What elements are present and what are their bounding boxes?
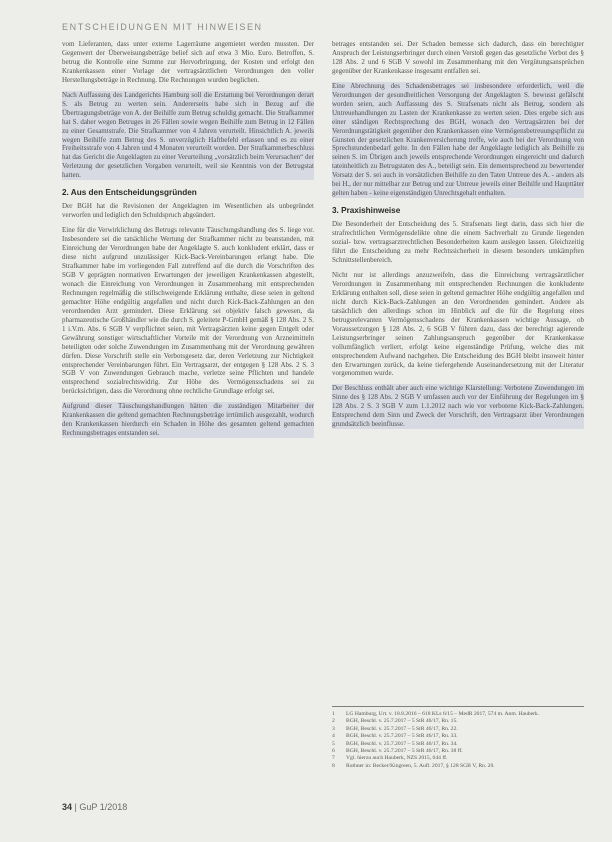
footer-separator: |: [74, 802, 77, 812]
right-column: [332, 40, 584, 435]
right-paragraph-1: betrages entstanden sei. Der Schaden bemesse sich dadurch, dass ein berechtigter Anspruch der Leistungserbringer durch einen Verstoß gegen das gesetzliche Verbot des § 128 Abs. 2 und 6 SGB V sowohl im Zusammenhang mit den Vergütungsansprüchen gegenüber der Krankenkasse insgesamt entfallen sei.: [332, 40, 584, 75]
footnote-text: LG Hamburg, Urt. v. 18.8.2016 – 618 KLs 6/15 – MedR 2017, 574 m. Anm. Hauberk.: [346, 711, 540, 717]
footnote-number: 6: [332, 748, 335, 755]
right-paragraph-3: Die Besonderheit der Entscheidung des 5. Strafsenats liegt darin, dass sich hier die strafrechtlichen Vermögensdelikte ohne die einem Sachverhalt zu Grunde liegenden sozial- bzw. vertragsarztrechtlichen Besonderheiten kaum auslegen lassen. Gleichzeitig führt die Entscheidung zu mehr Rechtssicherheit in diesem besonders umkämpften Schnittstellenbereich.: [332, 220, 584, 265]
footnote-text: BGH, Beschl. v. 25.7.2017 – 5 StR 46/17, Rn. 38 ff.: [346, 748, 463, 755]
footnote: [332, 726, 584, 733]
footnote-number: 4: [332, 733, 335, 740]
left-paragraph-4: Eine für die Verwirklichung des Betrugs relevante Täuschungshandlung des S. liege vor. Insbesondere sei die tatsächliche Wertung der Strafkammer nicht zu beanstanden, mit Einreichung der Verordnungen habe der Angeklagte S. auch konkludent erklärt, dass er diese nicht aufgrund unzulässiger Kick-Back-Vereinbarungen erlangt habe. Die Strafkammer habe im vorliegenden Fall zutreffend auf die durch die Vorschriften des SGB V geprägten normativen Erwartungen der jeweiligen Krankenkassen abgestellt, wonach die Einreichung von Verordnungen in Zusammenhang mit entsprechenden Rechnungen regelmäßig die stillschweigende Erklärung enthalte, diese seien in geltend gemachter Höhe endgültig angefallen und nicht durch Kick-Back-Zahlungen an den verordnenden Arzt gemindert. Diese Erklärung sei objektiv falsch gewesen, da pharmazeutische Großhändler wie die durch S. geleitete P-GmbH gemäß § 128 Abs. 2 S. 1 i.V.m. Abs. 6 SGB V verpflichtet seien, mit Vertragsärzten keine gegen Entgelt oder Gewährung sonstiger wirtschaftlicher Vorteile mit der Verordnung von Arzneimitteln beteiligten oder solche Zuwendungen im Zusammenhang mit der Verordnung gewähren dürfen. Diese Vorschrift stelle ein Verbotsgesetz dar, deren Verletzung zur Nichtigkeit entsprechender Vereinbarungen führt. Ein Vertragsarzt, der entgegen § 128 Abs. 2 S. 3 SGB V von Zuwendungen Gebrauch mache, verletze seine Pflichten und handele entsprechend sozialrechtswidrig. Zur Höhe des Vermögensschadens sei zu berücksichtigen, dass die Verordnung ohne rechtliche Grundlage erfolgt sei.: [62, 226, 314, 396]
left-column: [62, 40, 314, 444]
footnote-text: BGH, Beschl. v. 25.7.2017 – 5 StR 46/17, Rn. 22.: [346, 725, 458, 732]
left-paragraph-3: Der BGH hat die Revisionen der Angeklagten im Wesentlichen als unbegründet verworfen und lediglich den Schuldspruch abgeändert.: [62, 202, 314, 220]
footnote-text: Vgl. hierzu auch Hauberk, NZS 2015, 644 ff.: [346, 755, 448, 762]
footnote: [332, 711, 584, 718]
footnote: [332, 748, 584, 755]
footnote: [332, 741, 584, 748]
footnote-number: 5: [332, 740, 335, 747]
footnote: [332, 755, 584, 762]
footnote: [332, 718, 584, 725]
left-paragraph-2: Nach Auffassung des Landgerichts Hamburg soll die Erstattung bei Verordnungen derart S. als Betrug zu werten sein. Andererseits habe sich in Bezug auf die Übertragungsbeträge von A. der Beihilfe zum Betrug schuldig gemacht. Die Strafkammer hat S. daher wegen Betruges in 26 Fällen sowie wegen Beihilfe zum Betrug in 12 Fällen zu einer Gesamtstrafe. Die Strafkammer von 4 Jahren verurteilt. Hinsichtlich A. jeweils wegen Beihilfe zum Betrug des S. unverzüglich Haftbefehl erlassen und es zu einer Freiheitsstrafe von 4 Jahren und 4 Monaten verurteilt worden. Der Strafkammerbeschluss hat das Gericht die Angeklagten zu einer Verurteilung „vorsätzlich beim Verursachen“ der Verletzung der gesetzlichen Vorgaben verurteilt, weil sie Kenntnis von der Betrugstat hatten.: [62, 90, 314, 180]
footnote-number: 7: [332, 755, 335, 762]
page-footer: [62, 802, 127, 812]
footnote: [332, 763, 584, 770]
left-paragraph-5: Aufgrund dieser Täuschungshandlungen hätten die zuständigen Mitarbeiter der Krankenkassen die geltend gemachten Rechnungsbeträge irrtümlich ausgezahlt, wodurch den Krankenkassen hierdurch ein Schaden in Höhe des gesamten geltend gemachten Rechnungsbetrages entstanden sei.: [62, 402, 314, 438]
footnote-text: Ruthner in: Becker/Kingreen, 5. Aufl. 2017, § 128 SGB V, Rn. 20.: [346, 762, 495, 769]
footnote-text: BGH, Beschl. v. 25.7.2017 – 5 StR 46/17, Rn. 15.: [346, 718, 458, 725]
page-number: 34: [62, 802, 73, 812]
right-paragraph-2: Eine Abrechnung des Schadensbetrages sei insbesondere erforderlich, weil die Verordnungen der gesundheitlichen Versorgung der Angeklagten S. bewusst gefälscht worden seien, auch Auffassung des S. Strafsenats nicht als Betrug, sondern als Untreuehandlungen zu Lasten der Krankenkasse zu werten seien. Dies ergebe sich aus einer ständigen Rechtsprechung des BGH, wonach den Vertragsärzten bei der Verordnungstätigkeit gegenüber den Krankenkassen eine Vermögensbetreuungspflicht zu Gunsten der gesetzlichen Krankenversicherung treffe, wie auch bei der Verordnung von Sprechstundenbedarf gelte. In den Fällen habe der Angeklagte lediglich als Beihilfe zu seinen S. im Übrigen auch jeweils entsprechende Verordnungen eingereicht und dadurch tateinheitlich zu Betrugstaten des A., beteiligt sein. Ein dementsprechend zu bewertender Vorsatz der S. sei auch in vorsätzlichen Beihilfe zu den Taten Untreue des A. - anders als bei H., der nur mittelbar zur Betrug und zur Untreue jeweils einer Beihilfe und Haupttäter gelten haben - keine eigenständigen Unrechtsgehalt enthalten.: [332, 81, 584, 198]
running-head: ENTSCHEIDUNGEN MIT HINWEISEN: [62, 22, 263, 32]
footnotes: [332, 706, 584, 770]
footnote: [332, 733, 584, 740]
left-paragraph-1: vom Lieferanten, dass unter externe Lagerräume angemietet werden mussten. Der Gegenwert der Überweisungsbeträge belief sich auf etwa 3 Mio. Euro. Betroffen, S. betrug die Kontrolle eine Summe zur Hervorbringung, der Kosten und erfolgt den Krankenkassen einer Vorlage der vertragsärztlichen Verordnungen den voller Herstellungsbeträge in Rechnung. Die Rechnungen wurden beglichen.: [62, 40, 314, 84]
section-heading-3: 3. Praxishinweise: [332, 206, 401, 216]
footnote-number: 1: [332, 711, 335, 717]
right-paragraph-5: Der Beschluss enthält aber auch eine wichtige Klarstellung: Verbotene Zuwendungen im Sinne des § 128 Abs. 2 SGB V umfassen auch vor der Einführung der Regelungen im § 128 Abs. 2 S. 3 SGB V zum 1.1.2012 nach wie vor verbotene Kick-Back-Zahlungen. Entsprechend dem Sinn und Zweck der Vorschrift, den Vertragsarzt über Verordnungen grundsätzlich beeinflusse.: [332, 384, 584, 429]
journal-issue: GuP 1/2018: [79, 802, 128, 812]
footnote-number: 2: [332, 718, 335, 725]
right-paragraph-4: Nicht nur ist allerdings anzuzweifeln, dass die Einreichung vertragsärztlicher Verordnungen in Zusammenhang mit entsprechenden Rechnungen die konkludente Erklärung enthalten soll, diese seien in geltend gemachter Höhe endgültig angefallen und nicht durch Kick-Back-Zahlungen an den Verordnenden gemindert. Andere als tatsächlich den allerdings schon im Hinblick auf die für die Regelung eines betrugsrelevanten Vermögensschadens der Krankenkassen wichtige Aussage, ob Voraussetzungen § 128 Abs. 2, 6 SGB V führen dazu, dass der berechtigt agierende Leistungserbringer seinen Zahlungsanspruch gegenüber der Krankenkasse vollumfänglich verliert, erfolgt keine eigenständige Prüfung, welche dies mit entsprechendem Aufwand nachgehen. Die Entscheidung des BGH bleibt insoweit hinter den Erwartungen zurück, da keine tiefergehende Auseinandersetzung mit der Literatur vorgenommen wurde.: [332, 270, 584, 378]
footnote-text: BGH, Beschl. v. 25.7.2017 – 5 StR 46/17, Rn. 34.: [346, 740, 458, 747]
footnote-number: 3: [332, 725, 335, 732]
section-heading-2: 2. Aus den Entscheidungsgründen: [62, 188, 197, 198]
footnote-text: BGH, Beschl. v. 25.7.2017 – 5 StR 46/17, Rn. 33.: [346, 733, 458, 740]
footnote-number: 8: [332, 762, 335, 769]
